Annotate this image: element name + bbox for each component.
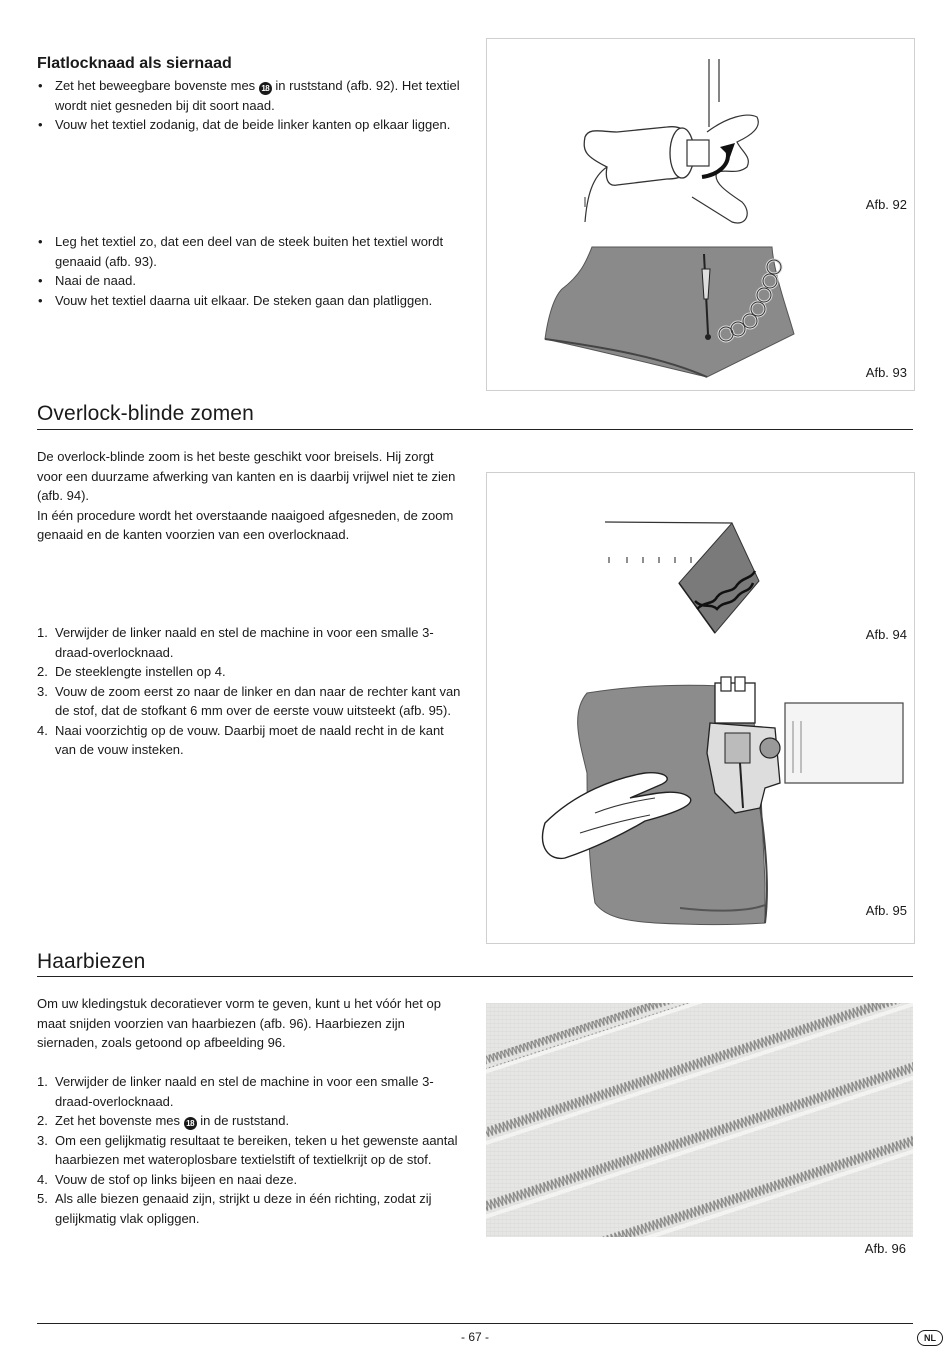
list-item: • Vouw het textiel daarna uit elkaar. De steken gaan dan platliggen. xyxy=(37,291,467,311)
part-number-badge: 18 xyxy=(184,1117,197,1130)
list-item: 3. Om een gelijkmatig resultaat te bereiken, teken u het gewenste aantal haarbiezen met wateroplosbare textielstift of textielkrijt op de stof. xyxy=(37,1132,458,1167)
section-heading-flatlock: Flatlocknaad als siernaad xyxy=(37,55,232,72)
overlock-intro xyxy=(37,447,462,545)
language-badge: NL xyxy=(917,1330,943,1346)
overlock-steps xyxy=(37,623,465,760)
list-item: 2. De steeklengte instellen op 4. xyxy=(37,664,226,679)
figure-94-95-frame xyxy=(486,472,915,944)
figure-92-93-frame xyxy=(486,38,915,391)
figure-92-illustration xyxy=(567,57,767,232)
list-item: 3. Vouw de zoom eerst zo naar de linker en dan naar de rechter kant van de stof, dat de stofkant 6 mm over de eerste vouw uitsteekt (afb. 95). xyxy=(37,683,461,718)
list-item: 4. Vouw de stof op links bijeen en naai deze. xyxy=(37,1171,298,1187)
figure-95-caption: Afb. 95 xyxy=(865,903,907,918)
list-item: 1. Verwijder de linker naald en stel de machine in voor een smalle 3-draad-overlocknaad. xyxy=(37,625,434,660)
figure-93-illustration xyxy=(542,239,842,379)
figure-92-caption: Afb. 92 xyxy=(865,197,907,212)
figure-96-caption: Afb. 96 xyxy=(864,1241,906,1256)
figure-95-illustration xyxy=(535,673,905,928)
figure-96-photo xyxy=(486,1003,913,1237)
page-number: - 67 - xyxy=(460,1330,489,1344)
figure-96-illustration xyxy=(486,1003,913,1237)
section-heading-haarbiezen: Haarbiezen xyxy=(37,950,146,973)
flatlock-bullets-a xyxy=(37,76,467,135)
list-item: 5. Als alle biezen genaaid zijn, strijkt u deze in één richting, zodat zij gelijkmatig vlak opliggen. xyxy=(37,1191,432,1226)
figure-94-caption: Afb. 94 xyxy=(865,627,907,642)
part-number-badge: 18 xyxy=(259,82,272,95)
list-item: • Vouw het textiel zodanig, dat de beide linker kanten op elkaar liggen. xyxy=(37,115,467,135)
figure-93-caption: Afb. 93 xyxy=(865,365,907,380)
overlock-intro-paragraph-2: In één procedure wordt het overstaande naaigoed afgesneden, de zoom genaaid en de kanten voorzien van een overlocknaad. xyxy=(37,507,454,542)
section-divider xyxy=(37,976,913,977)
list-item: • Leg het textiel zo, dat een deel van de steek buiten het textiel wordt genaaid (afb. 93). xyxy=(37,232,467,271)
footer-divider xyxy=(37,1323,913,1324)
section-divider xyxy=(37,429,913,430)
haarbiezen-steps xyxy=(37,1072,465,1228)
list-item: • Naai de naad. xyxy=(37,271,467,291)
section-heading-overlock: Overlock-blinde zomen xyxy=(37,402,254,425)
figure-94-illustration xyxy=(587,513,777,638)
list-item: 2. Zet het bovenste mes 18 in de ruststand. xyxy=(37,1113,290,1128)
overlock-intro-paragraph-1: De overlock-blinde zoom is het beste geschikt voor breisels. Hij zorgt voor een duurzame afwerking van kanten en is daarbij vrijwel niet te zien (afb. 94). xyxy=(37,449,456,503)
list-item: 4. Naai voorzichtig op de vouw. Daarbij moet de naald recht in de kant van de vouw insteken. xyxy=(37,722,444,757)
haarbiezen-intro: Om uw kledingstuk decoratiever vorm te geven, kunt u het vóór het op maat snijden voorzien van haarbiezen (afb. 96). Haarbiezen zijn siernaden, zoals getoond op afbeelding 96. xyxy=(37,996,441,1050)
list-item: 1. Verwijder de linker naald en stel de machine in voor een smalle 3- draad-overlocknaad. xyxy=(37,1074,434,1109)
list-item: • Zet het beweegbare bovenste mes 18 in ruststand (afb. 92). Het textiel wordt niet gesneden bij dit soort naad. xyxy=(37,76,467,115)
flatlock-bullets-b xyxy=(37,232,467,310)
